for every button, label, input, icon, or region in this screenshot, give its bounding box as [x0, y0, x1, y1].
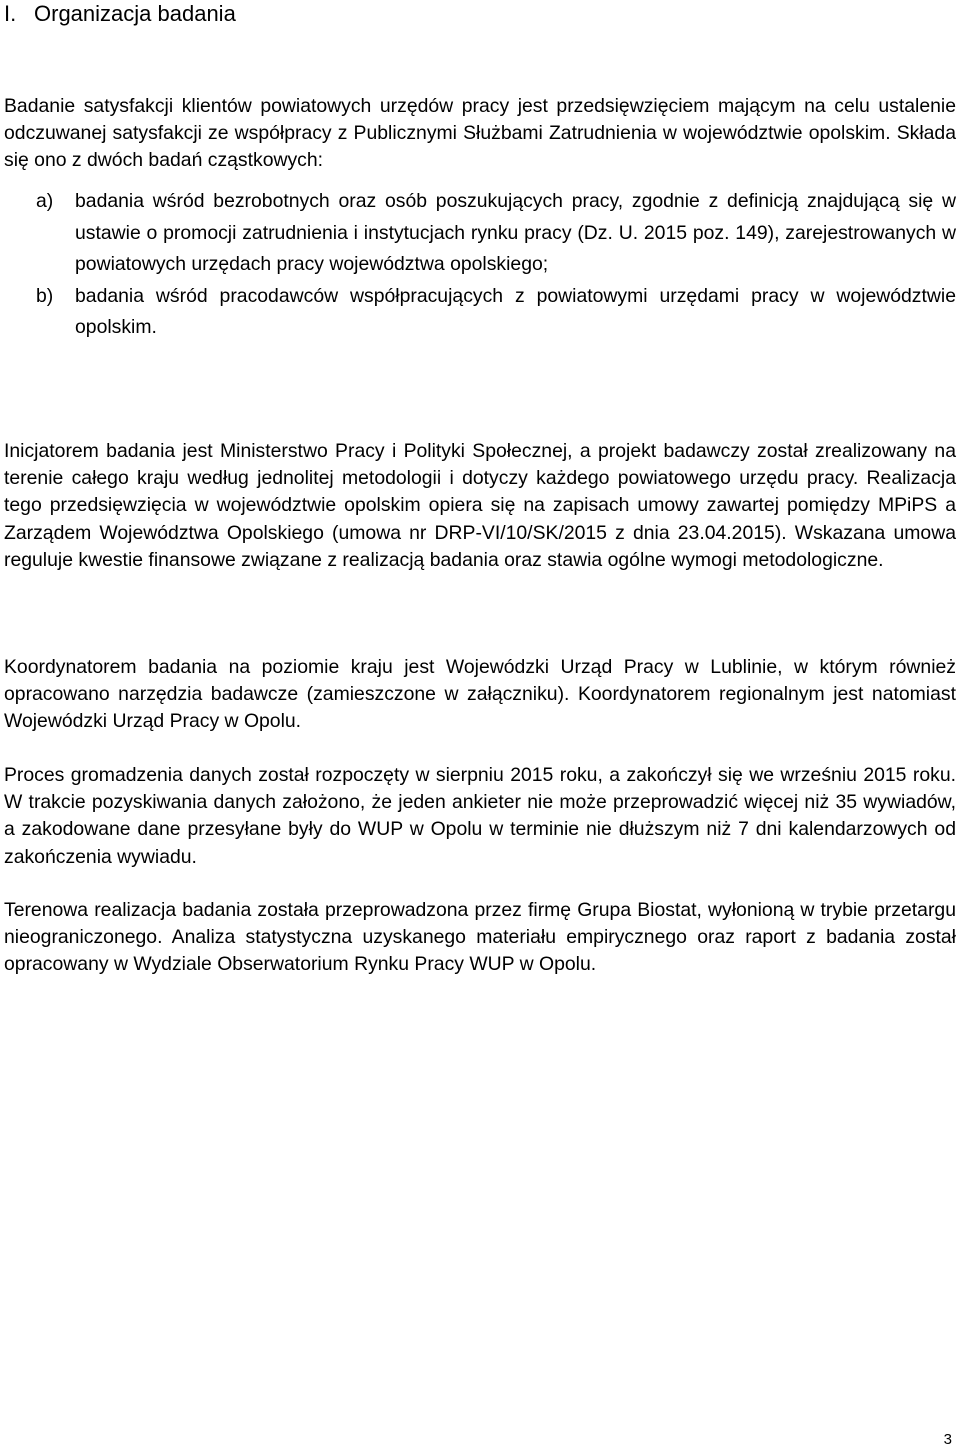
section-title: Organizacja badania [34, 1, 236, 26]
paragraph-initiator: Inicjatorem badania jest Ministerstwo Pracy i Polityki Społecznej, a projekt badawczy został zrealizowany na terenie całego kraju według jednolitej metodologii i dotyczy każdego powiatowego urzędu pracy. Realizacja tego przedsięwzięcia w województwie opolskim opiera się na zapisach umowy zawartej pomiędzy MPiPS a Zarządem Województwa Opolskiego (umowa nr DRP-VI/10/SK/2015 z dnia 23.04.2015). Wskazana umowa reguluje kwestie finansowe związane z realizacją badania oraz stawia ogólne wymogi metodologiczne. [4, 440, 956, 571]
section-heading [4, 0, 236, 28]
list-item [4, 186, 956, 281]
study-components-list [4, 186, 956, 344]
list-item [4, 281, 956, 344]
page-number: 3 [943, 1431, 952, 1448]
intro-paragraph: Badanie satysfakcji klientów powiatowych urzędów pracy jest przedsięwzięciem mającym na celu ustalenie odczuwanej satysfakcji ze współpracy z Publicznymi Służbami Zatrudnienia w województwie opolskim. Składa się ono z dwóch badań cząstkowych: [4, 95, 956, 172]
paragraph-field-execution: Terenowa realizacja badania została przeprowadzona przez firmę Grupa Biostat, wyłonioną w trybie przetargu nieograniczonego. Analiza statystyczna uzyskanego materiału empirycznego oraz raport z badania został opracowany w Wydziale Obserwatorium Rynku Pracy WUP w Opolu. [4, 899, 956, 976]
section-number: I. [4, 1, 17, 26]
list-item-text: badania wśród bezrobotnych oraz osób poszukujących pracy, zgodnie z definicją znajdującą się w ustawie o promocji zatrudnienia i instytucjach rynku pracy (Dz. U. 2015 poz. 149), zarejestrowanych w powiatowych urzędach pracy województwa opolskiego; [75, 190, 956, 275]
paragraph-coordinator: Koordynatorem badania na poziomie kraju jest Wojewódzki Urząd Pracy w Lublinie, w którym również opracowano narzędzia badawcze (zamieszczone w załączniku). Koordynatorem regionalnym jest natomiast Wojewódzki Urząd Pracy w Opolu. [4, 656, 956, 733]
list-item-text: badania wśród pracodawców współpracujących z powiatowymi urzędami pracy w województwie opolskim. [75, 284, 956, 338]
list-marker: a) [36, 190, 54, 212]
paragraph-data-collection: Proces gromadzenia danych został rozpoczęty w sierpniu 2015 roku, a zakończył się we wrześniu 2015 roku. W trakcie pozyskiwania danych założono, że jeden ankieter nie może przeprowadzić więcej niż 35 wywiadów, a zakodowane dane przesyłane były do WUP w Opolu w terminie nie dłuższym niż 7 dni kalendarzowych od zakończenia wywiadu. [4, 764, 956, 868]
list-marker: b) [36, 284, 54, 307]
